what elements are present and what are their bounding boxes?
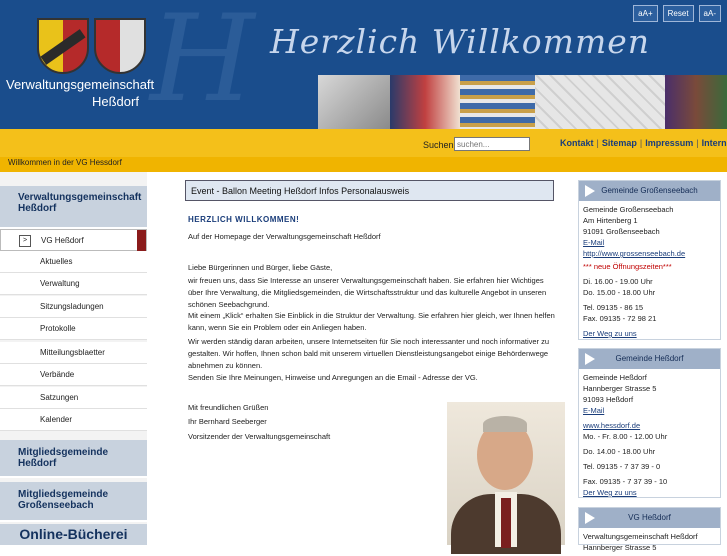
paragraph-1: wir freuen uns, dass Sie Interesse an unserer Verwaltungsgemeinschaft haben. Sie erfahren hier Wichtiges über Ihre Verwaltung, die Mitgliedsgemeinden, die Wirtschaftsstruktur und das kulturelle Angebot in unseren schönen Seebachgrund. bbox=[188, 276, 547, 309]
intern-link[interactable]: Intern bbox=[701, 138, 727, 148]
signature-role: Vorsitzender der Verwaltungsgemeinschaft bbox=[188, 432, 331, 441]
nav-item-vg-hessdorf[interactable]: > VG Heßdorf bbox=[0, 229, 147, 251]
route-link[interactable]: Der Weg zu uns bbox=[583, 488, 637, 497]
email-link[interactable]: E-Mail bbox=[583, 406, 605, 415]
nav-item-verwaltung[interactable]: Verwaltung bbox=[0, 273, 147, 295]
font-increase-button[interactable]: aA+ bbox=[633, 5, 657, 22]
contact-box-grossenseebach: Gemeinde Großenseebach Gemeinde Großenseebach Am Hirtenberg 1 91091 Großenseebach E-Mail http://www.grossenseebach.de *** neue Öffnungszeiten*** Di. 16.00 - 19.00 Uhr Do. 15.00 - 18.00 Uhr Tel. 09135 - 86 15 Fax. 09135 - 72 98 21 Der Weg zu uns bbox=[578, 180, 721, 340]
breadcrumb: Willkommen in der VG Hessdorf bbox=[8, 158, 122, 167]
welcome-banner: Herzlich Willkommen bbox=[270, 22, 651, 61]
font-size-controls bbox=[633, 5, 721, 22]
nav-section-vg[interactable]: Verwaltungsgemeinschaft Heßdorf bbox=[0, 186, 147, 229]
route-link[interactable]: Der Weg zu uns bbox=[583, 329, 637, 338]
nav-item-protokolle[interactable]: Protokolle bbox=[0, 318, 147, 340]
coat-of-arms-grossenseebach bbox=[94, 18, 146, 74]
nav-section-hessdorf[interactable]: Mitgliedsgemeinde Heßdorf bbox=[0, 440, 147, 478]
website-link[interactable]: www.hessdorf.de bbox=[583, 421, 641, 430]
chevron-right-icon: > bbox=[19, 235, 31, 247]
nav-item-satzungen[interactable]: Satzungen bbox=[0, 387, 147, 409]
contact-box-vg: VG Heßdorf Verwaltungsgemeinschaft Heßdorf Hannberger Strasse 5 bbox=[578, 507, 721, 545]
triangle-icon bbox=[585, 353, 595, 365]
box-title: Gemeinde Heßdorf bbox=[615, 354, 684, 363]
box-title: Gemeinde Großenseebach bbox=[601, 186, 698, 195]
nav-item-kalender[interactable]: Kalender bbox=[0, 409, 147, 431]
search-label: Suchen bbox=[423, 140, 454, 150]
photo-binders bbox=[665, 75, 727, 129]
nav-item-verbaende[interactable]: Verbände bbox=[0, 364, 147, 386]
mayor-portrait bbox=[447, 402, 565, 545]
top-links: Kontakt | Sitemap | Impressum | Intern bbox=[560, 138, 727, 148]
intro-text: Auf der Homepage der Verwaltungsgemeinschaft Heßdorf bbox=[188, 232, 381, 241]
active-indicator bbox=[137, 230, 146, 251]
paragraph-3: Wir werden ständig daran arbeiten, unsere Internetseiten für Sie noch interessanter und noch informativer zu gestalten. Wir hoffen, Ihnen schon bald mit unserem virtuellen Dienstleistungsangebot einige Behördenwege abnehmen zu können. bbox=[188, 337, 550, 370]
triangle-icon bbox=[585, 185, 595, 197]
org-name-line1: Verwaltungsgemeinschaft bbox=[6, 77, 155, 92]
paragraph-4: Senden Sie Ihre Meinungen, Hinweise und Anregungen an die Email - Adresse der VG. bbox=[188, 373, 478, 382]
search-input[interactable] bbox=[454, 137, 530, 151]
greeting-text: Liebe Bürgerinnen und Bürger, liebe Gäste, bbox=[188, 263, 333, 272]
header-watermark: H bbox=[150, 0, 255, 129]
coat-of-arms-hessdorf bbox=[37, 18, 89, 74]
welcome-heading: HERZLICH WILLKOMMEN! bbox=[188, 215, 300, 224]
nav-item-mitteilungsblaetter[interactable]: Mitteilungsblaetter bbox=[0, 342, 147, 364]
sitemap-link[interactable]: Sitemap bbox=[601, 138, 637, 148]
paragraph-2: Mit einem „Klick“ erhalten Sie Einblick in die Struktur der Verwaltung. Sie erfahren hier gleich, wer Ihnen helfen kann, wenn Sie ein Problem oder ein Anliegen haben. bbox=[188, 311, 555, 332]
news-ticker[interactable]: Event - Ballon Meeting Heßdorf Infos Personalausweis bbox=[185, 180, 554, 201]
photo-office-man bbox=[390, 75, 460, 129]
nav-item-aktuelles[interactable]: Aktuelles bbox=[0, 251, 147, 273]
photo-blueprints bbox=[535, 75, 665, 129]
org-name-line2: Heßdorf bbox=[92, 94, 139, 109]
box-title: VG Heßdorf bbox=[628, 513, 671, 522]
nav-item-sitzungsladungen[interactable]: Sitzungsladungen bbox=[0, 296, 147, 318]
font-decrease-button[interactable]: aA- bbox=[699, 5, 721, 22]
hours-title: *** neue Öffnungszeiten*** bbox=[583, 262, 672, 271]
photo-folders bbox=[460, 75, 535, 129]
online-library-link[interactable]: Online-Bücherei bbox=[0, 524, 147, 545]
closing-text: Mit freundlichen Grüßen bbox=[188, 403, 269, 412]
kontakt-link[interactable]: Kontakt bbox=[560, 138, 594, 148]
photo-calendar bbox=[318, 75, 390, 129]
signature-name: Ihr Bernhard Seeberger bbox=[188, 417, 267, 426]
font-reset-button[interactable]: Reset bbox=[663, 5, 694, 22]
impressum-link[interactable]: Impressum bbox=[645, 138, 694, 148]
header-photo-strip bbox=[318, 75, 727, 129]
nav-section-grossenseebach[interactable]: Mitgliedsgemeinde Großenseebach bbox=[0, 482, 147, 522]
email-link[interactable]: E-Mail bbox=[583, 238, 605, 247]
triangle-icon bbox=[585, 512, 595, 524]
site-header bbox=[0, 0, 727, 157]
website-link[interactable]: http://www.grossenseebach.de bbox=[583, 249, 686, 258]
contact-box-hessdorf: Gemeinde Heßdorf Gemeinde Heßdorf Hannberger Strasse 5 91093 Heßdorf E-Mail www.hessdorf.de Mo. - Fr. 8.00 - 12.00 Uhr Do. 14.00 - 18.00 Uhr Tel. 09135 - 7 37 39 - 0 Fax. 09135 - 7 37 39 - 10 Der Weg zu uns bbox=[578, 348, 721, 498]
